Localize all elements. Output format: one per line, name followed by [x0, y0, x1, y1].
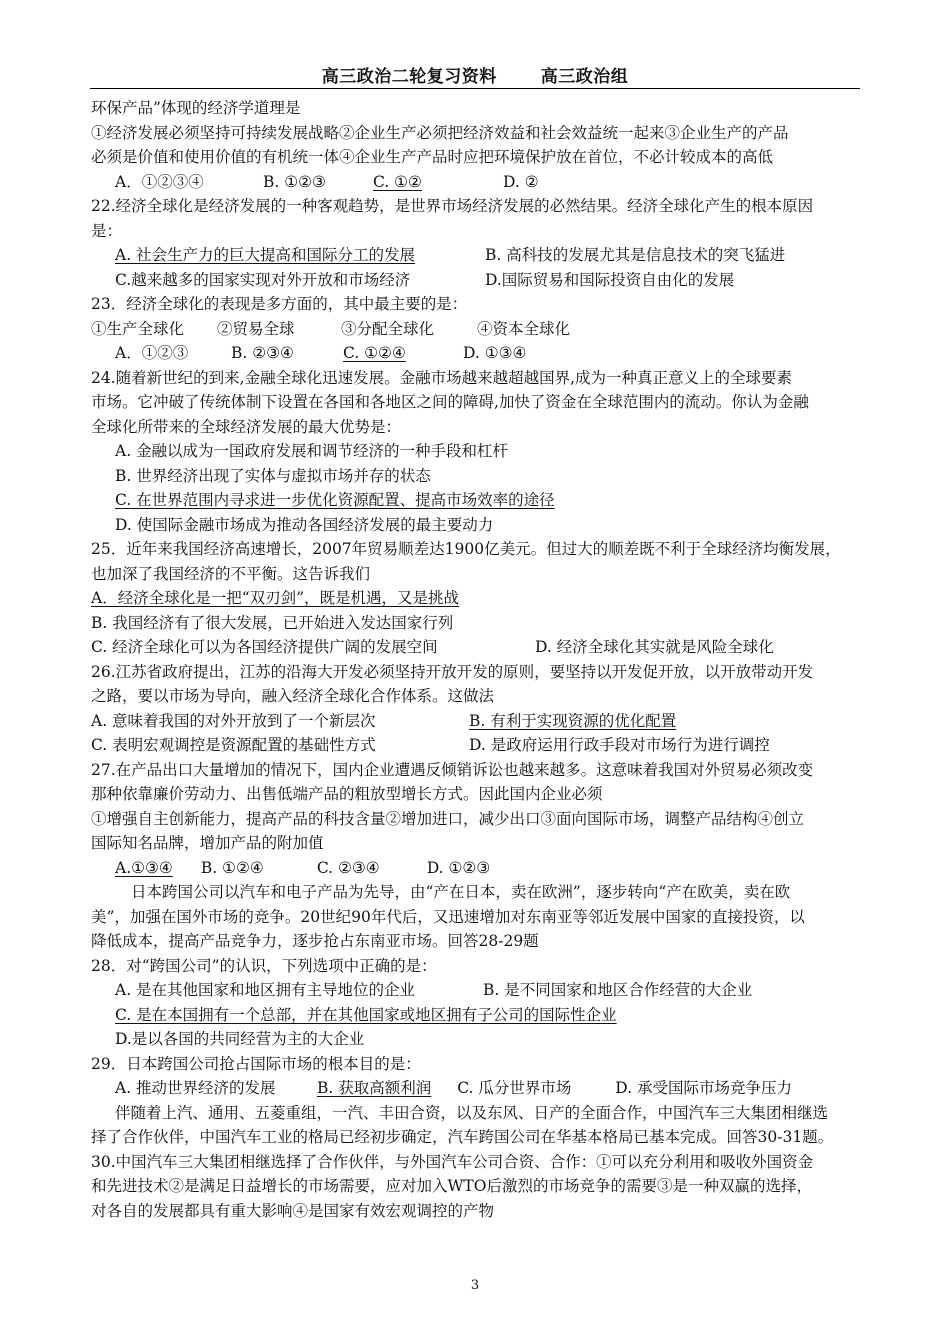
- options-row: [91, 1076, 861, 1101]
- text-line: 环保产品”体现的经济学道理是: [91, 99, 301, 117]
- page-number: 3: [470, 1278, 480, 1293]
- text-line: 和先进技术②是满足日益增长的市场需要，应对加入WTO后激烈的市场竞争的需要③是一种双赢的选择，: [91, 1177, 812, 1195]
- text-line: 降低成本，提高产品竞争力，逐步抢占东南亚市场。回答28-29题: [91, 932, 539, 950]
- option-d: D. ①③④: [463, 344, 527, 362]
- option-b: B. ①②③: [263, 172, 326, 191]
- option-c: C. 经济全球化可以为各国经济提供广阔的发展空间: [91, 638, 438, 656]
- option-a: A. 意味着我国的对外开放到了一个新层次: [91, 711, 376, 730]
- text-line: 美”，加强在国外市场的竞争。20世纪90年代后，又迅速增加对东南亚等邻近发展中国家的直接投资，以: [91, 907, 805, 926]
- option-a: A. 推动世界经济的发展: [115, 1079, 276, 1097]
- text-line: 27.在产品出口大量增加的情况下，国内企业遭遇反倾销诉讼也越来越多。这意味着我国对外贸易必须改变: [91, 760, 814, 779]
- option-c-answer: C. ①②④: [343, 344, 406, 362]
- options-row: [91, 341, 861, 366]
- options-row-q21: [91, 170, 861, 195]
- option-c-answer: [91, 488, 861, 513]
- options-row: [91, 268, 861, 293]
- option-a-answer: A. 社会生产力的巨大提高和国际分工的发展: [115, 246, 416, 264]
- option-c-answer: C. ①②: [373, 172, 422, 191]
- option-a-answer: A.①③④: [115, 858, 173, 877]
- option-c: C.越来越多的国家实现对外开放和市场经济: [115, 270, 411, 289]
- answer-text: C. 是在本国拥有一个总部，并在其他国家或地区拥有子公司的国际性企业: [115, 1005, 617, 1024]
- option-a: A．①②③④: [115, 172, 204, 191]
- option-b: B. 我国经济有了很大发展，已开始进入发达国家行列: [91, 613, 454, 632]
- text-line: 必须是价值和使用价值的有机统一体④企业生产产品时应把环境保护放在首位，不必计较成本的高低: [91, 148, 774, 166]
- item-1: ①生产全球化: [91, 319, 185, 338]
- option-b: B. ②③④: [231, 344, 294, 362]
- option-c: C. 表明宏观调控是资源配置的基础性方式: [91, 736, 376, 754]
- option-c: C. ②③④: [316, 858, 380, 877]
- text-line: 之路，要以市场为导向，融入经济全球化合作体系。这做法: [91, 687, 495, 705]
- option-c-answer: [91, 1003, 861, 1028]
- options-row: [91, 978, 861, 1003]
- text-line: 29．日本跨国公司抢占国际市场的根本目的是：: [91, 1054, 421, 1073]
- text-line: 市场。它冲破了传统体制下设置在各国和各地区之间的障碍,加快了资金在全球范围内的流动。你认为金融: [91, 393, 809, 411]
- options-row: [91, 709, 861, 734]
- option-b: B. 世界经济出现了实体与虚拟市场并存的状态: [115, 466, 431, 485]
- option-b: B. 是不同国家和地区合作经营的大企业: [483, 981, 753, 999]
- options-row: [91, 317, 861, 342]
- text-line: 择了合作伙伴，中国汽车工业的格局已经初步确定，汽车跨国公司在华基本格局已基本完成。回答30-31题。: [91, 1128, 834, 1146]
- option-d: D. ②: [503, 172, 539, 191]
- text-line: 国际知名品牌，增加产品的附加值: [91, 834, 324, 852]
- option-d: D. 使国际金融市场成为推动各国经济发展的最主要动力: [115, 515, 494, 534]
- answer-text: A．经济全球化是一把“双刃剑”，既是机遇，又是挑战: [91, 589, 460, 607]
- option-b-answer: B. 获取高额利润: [317, 1079, 432, 1097]
- option-d: D.国际贸易和国际投资自由化的发展: [485, 270, 735, 289]
- option-b-answer: B. 有利于实现资源的优化配置: [469, 711, 677, 730]
- text-line: 日本跨国公司以汽车和电子产品为先导，由“产在日本，卖在欧洲”，逐步转向“产在欧美，卖在欧: [131, 883, 791, 901]
- text-line: ①增强自主创新能力，提高产品的科技含量②增加进口，减少出口③面向国际市场，调整产品结构④创立: [91, 809, 805, 828]
- text-line: 是：: [91, 221, 123, 240]
- answer-text: C. 在世界范围内寻求进一步优化资源配置、提高市场效率的途径: [115, 491, 555, 509]
- option-d: D.是以各国的共同经营为主的大企业: [115, 1030, 365, 1048]
- text-line: 对各自的发展都具有重大影响④是国家有效宏观调控的产物: [91, 1201, 495, 1220]
- option-d: D. 经济全球化其实就是风险全球化: [535, 638, 774, 656]
- option-a: A. 是在其他国家和地区拥有主导地位的企业: [115, 981, 416, 999]
- options-row: [91, 856, 861, 881]
- option-d: D. 承受国际市场竞争压力: [615, 1079, 792, 1097]
- option-c: C. 瓜分世界市场: [457, 1079, 572, 1097]
- header-rule: [90, 88, 860, 89]
- option-b: B. ①②④: [200, 858, 264, 877]
- option-d: D. 是政府运用行政手段对市场行为进行调控: [469, 736, 770, 754]
- text-line: 23．经济全球化的表现是多方面的，其中最主要的是：: [91, 295, 468, 313]
- text-line: 22.经济全球化是经济发展的一种客观趋势，是世界市场经济发展的必然结果。经济全球化产生的根本原因: [91, 197, 814, 215]
- options-row: [91, 243, 861, 268]
- text-line: 25．近年来我国经济高速增长，2007年贸易顺差达1900亿美元。但过大的顺差既不利于全球经济均衡发展，: [91, 540, 841, 558]
- option-b: B. 高科技的发展尤其是信息技术的突飞猛进: [485, 246, 786, 264]
- text-line: 也加深了我国经济的不平衡。这告诉我们: [91, 564, 371, 583]
- header-group: 高三政治组: [540, 67, 629, 87]
- item-3: ③分配全球化: [341, 319, 435, 338]
- text-line: 24.随着新世纪的到来,金融全球化迅速发展。金融市场越来越超越国界,成为一种真正意义上的全球要素: [91, 368, 793, 387]
- text-line: 全球化所带来的全球经济发展的最大优势是：: [91, 417, 402, 436]
- option-d: D. ①②③: [426, 858, 491, 877]
- option-a-answer: [91, 586, 861, 611]
- header-title: 高三政治二轮复习资料: [321, 67, 497, 87]
- question-body: [91, 96, 861, 1223]
- text-line: 伴随着上汽、通用、五菱重组，一汽、丰田合资，以及东风、日产的全面合作，中国汽车三大集团相继选: [115, 1103, 829, 1122]
- item-2: ②贸易全球: [217, 319, 295, 338]
- options-row: [91, 635, 861, 660]
- option-a: A．①②③: [115, 344, 189, 362]
- text-line: 26.江苏省政府提出，江苏的沿海大开发必须坚持开放开发的原则，要坚持以开发促开放，以开放带动开发: [91, 662, 814, 681]
- text-line: 30.中国汽车三大集团相继选择了合作伙伴，与外国汽车公司合资、合作：①可以充分利用和吸收外国资金: [91, 1152, 814, 1171]
- text-line: ①经济发展必须坚持可持续发展战略②企业生产必须把经济效益和社会效益统一起来③企业生产的产品: [91, 123, 789, 142]
- item-4: ④资本全球化: [477, 319, 571, 338]
- options-row: [91, 733, 861, 758]
- text-line: 28．对“跨国公司”的认识，下列选项中正确的是：: [91, 956, 437, 975]
- option-a: A. 金融以成为一国政府发展和调节经济的一种手段和杠杆: [115, 442, 509, 460]
- page-header: [90, 62, 860, 86]
- text-line: 那种依靠廉价劳动力、出售低端产品的粗放型增长方式。因此国内企业必须: [91, 785, 603, 803]
